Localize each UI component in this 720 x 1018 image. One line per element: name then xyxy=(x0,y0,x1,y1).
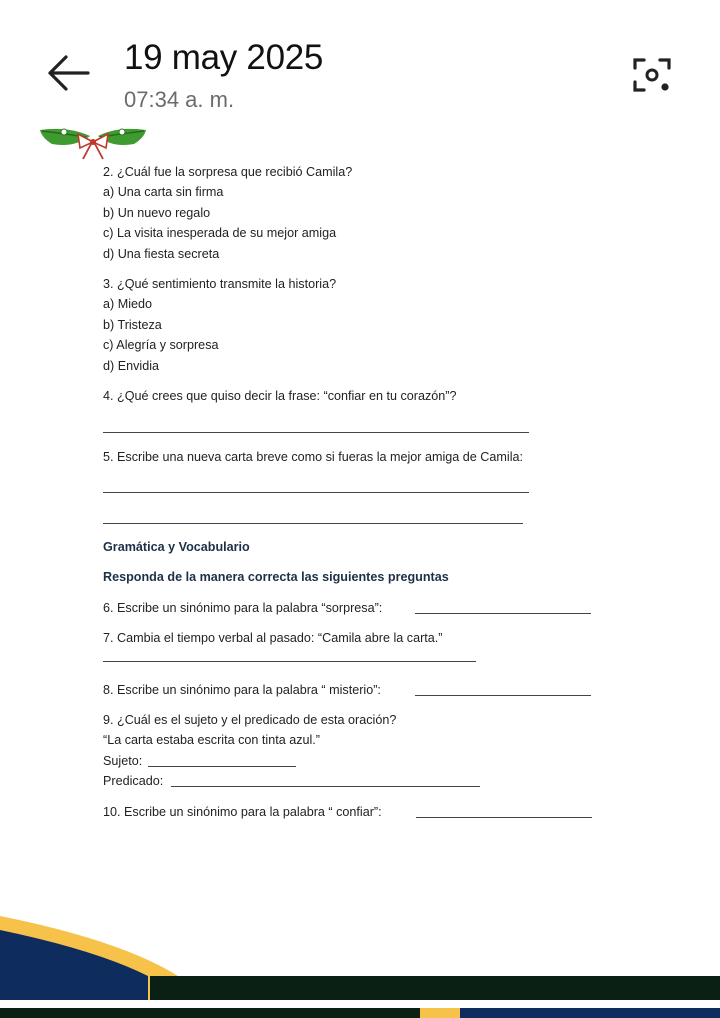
screenshot-date: 19 may 2025 xyxy=(124,38,324,77)
question-10: 10. Escribe un sinónimo para la palabra “ confiar”: xyxy=(103,805,382,819)
answer-line-5b xyxy=(103,523,523,524)
question-8: 8. Escribe un sinónimo para la palabra “ misterio”: xyxy=(103,683,381,697)
subject-label: Sujeto: xyxy=(103,754,143,768)
option-3a: a) Miedo xyxy=(103,297,152,311)
lens-scan-button[interactable] xyxy=(630,54,674,96)
answer-line-6 xyxy=(415,613,591,614)
option-2d: d) Una fiesta secreta xyxy=(103,247,220,261)
option-3b: b) Tristeza xyxy=(103,318,162,332)
answer-line-5a xyxy=(103,492,529,493)
answer-line-7 xyxy=(103,661,476,662)
option-2b: b) Un nuevo regalo xyxy=(103,206,211,220)
back-arrow-icon xyxy=(44,52,92,94)
grammar-section-title: Gramática y Vocabulario xyxy=(103,540,250,554)
option-3c: c) Alegría y sorpresa xyxy=(103,338,219,352)
grammar-instructions: Responda de la manera correcta las siguientes preguntas xyxy=(103,570,449,584)
question-7: 7. Cambia el tiempo verbal al pasado: “Camila abre la carta.” xyxy=(103,631,443,645)
option-2a: a) Una carta sin firma xyxy=(103,185,224,199)
question-2: 2. ¿Cuál fue la sorpresa que recibió Camila? xyxy=(103,165,353,179)
option-3d: d) Envidia xyxy=(103,359,160,373)
predicate-label: Predicado: xyxy=(103,774,164,788)
footer-decoration xyxy=(0,900,720,1018)
answer-line-4 xyxy=(103,432,529,433)
screenshot-time: 07:34 a. m. xyxy=(124,87,235,112)
lens-scan-icon xyxy=(630,54,674,96)
question-3: 3. ¿Qué sentimiento transmite la historia? xyxy=(103,277,337,291)
question-9: 9. ¿Cuál es el sujeto y el predicado de esta oración? xyxy=(103,713,397,727)
option-2c: c) La visita inesperada de su mejor amiga xyxy=(103,226,337,240)
question-4: 4. ¿Qué crees que quiso decir la frase: “confiar en tu corazón”? xyxy=(103,389,457,403)
question-5: 5. Escribe una nueva carta breve como si fueras la mejor amiga de Camila: xyxy=(103,450,523,464)
holly-bow-ornament-icon xyxy=(38,126,148,162)
question-9-sentence: “La carta estaba escrita con tinta azul.” xyxy=(103,733,321,747)
question-6: 6. Escribe un sinónimo para la palabra “sorpresa”: xyxy=(103,601,383,615)
answer-line-8 xyxy=(415,695,591,696)
answer-line-predicate xyxy=(171,786,480,787)
back-button[interactable] xyxy=(44,52,92,94)
answer-line-10 xyxy=(416,817,592,818)
answer-line-subject xyxy=(148,766,296,767)
